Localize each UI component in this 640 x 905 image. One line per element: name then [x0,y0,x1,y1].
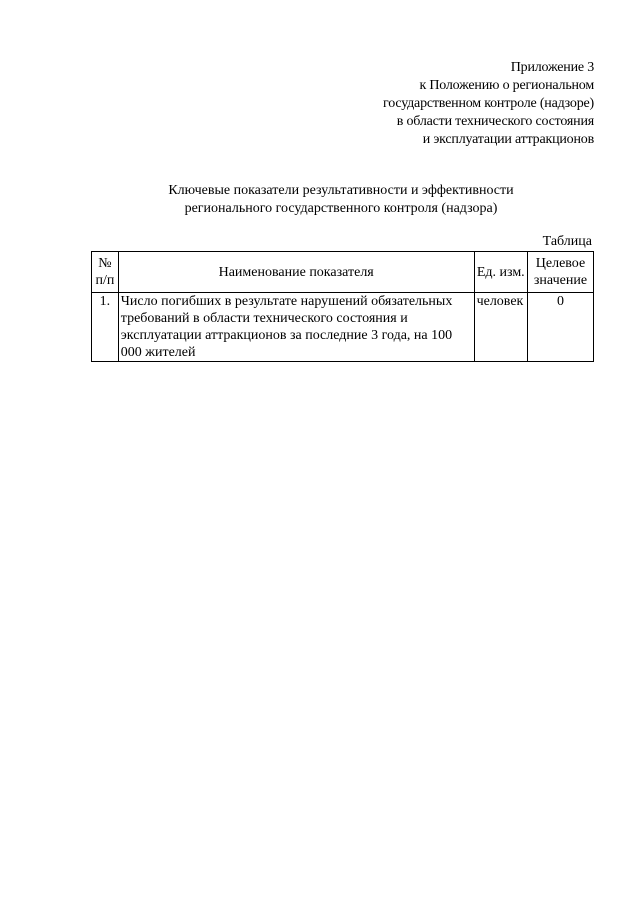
table-label: Таблица [542,234,592,249]
appendix-line-5: и эксплуатации аттракционов [422,132,594,147]
header-number [92,252,119,293]
header-target-line2: значение [533,273,588,288]
header-number-line2: п/п [95,273,115,288]
header-unit: Ед. изм. [474,252,527,293]
header-target [527,252,593,293]
appendix-header [383,59,594,149]
indicators-table [91,251,594,362]
row-unit: человек [474,293,527,362]
title-line-1: Ключевые показатели результативности и эффективности [168,183,514,198]
appendix-line-4: в области технического состояния [396,114,594,129]
row-indicator-name: Число погибших в результате нарушений обязательных требований в области технического состояния и эксплуатации аттракционов за последние 3 года, на 100 000 жителей [118,293,474,362]
header-number-line1: № [98,256,112,271]
appendix-line-2: к Положению о региональном [419,78,594,93]
appendix-line-3: государственном контроле (надзоре) [383,96,594,111]
header-target-line1: Целевое [535,256,586,271]
row-target-value: 0 [527,293,593,362]
document-title [0,182,640,218]
header-name: Наименование показателя [118,252,474,293]
appendix-line-1: Приложение 3 [510,60,594,75]
row-number: 1. [92,293,119,362]
title-line-2: регионального государственного контроля (надзора) [184,201,498,216]
table-header-row [92,252,594,293]
table-row [92,293,594,362]
